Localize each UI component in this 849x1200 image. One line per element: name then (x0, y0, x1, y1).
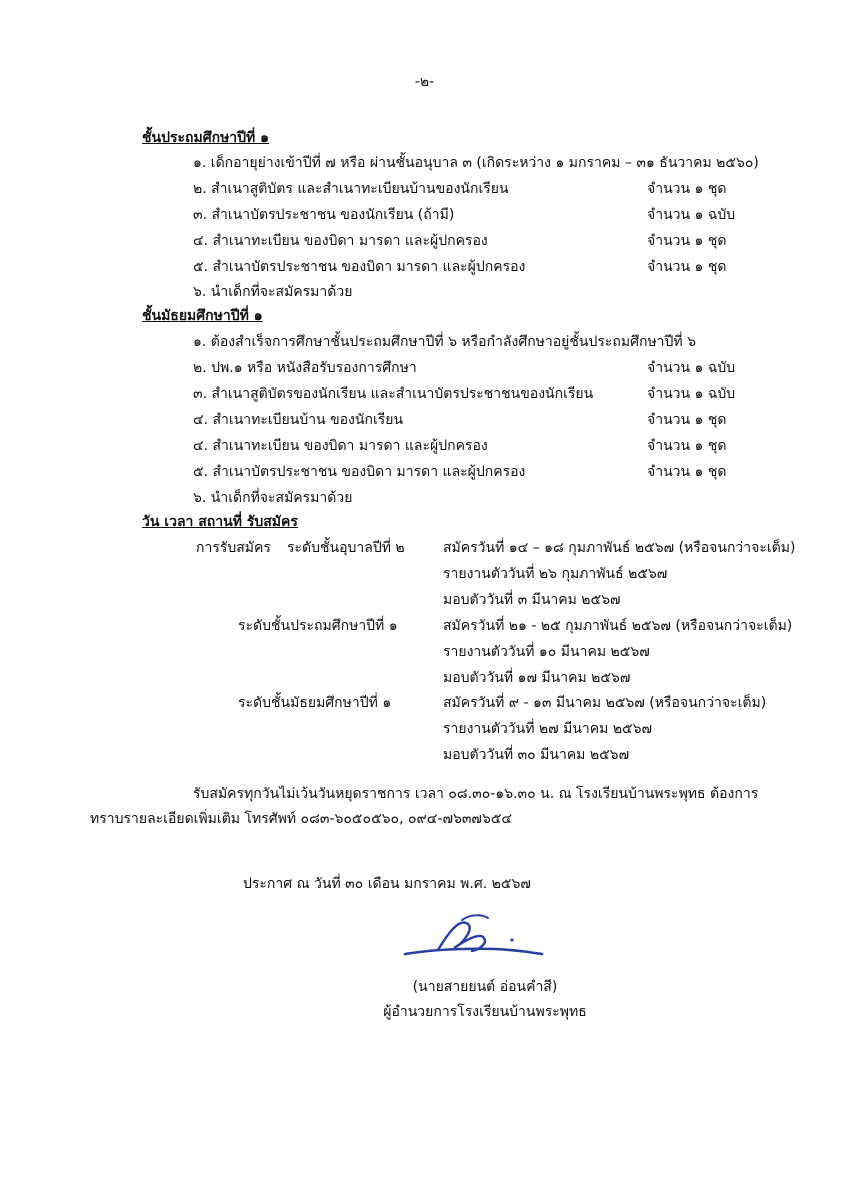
schedule-level-2-report: รายงานตัววันที่ ๑๐ มีนาคม ๒๕๖๗ (443, 644, 650, 660)
secondary-qty-5: จำนวน ๑ ชุด (647, 438, 727, 454)
secondary-qty-4: จำนวน ๑ ชุด (647, 412, 727, 428)
secondary-qty-2: จำนวน ๑ ฉบับ (647, 360, 736, 376)
secondary-item-6: ๕. สำเนาบัตรประชาชน ของบิดา มารดา และผู้ปกครอง (193, 464, 526, 480)
secondary-item-5: ๔. สำเนาทะเบียน ของบิดา มารดา และผู้ปกครอง (193, 438, 488, 454)
primary-item-5: ๕. สำเนาบัตรประชาชน ของบิดา มารดา และผู้ปกครอง (193, 259, 526, 275)
secondary-qty-3: จำนวน ๑ ฉบับ (647, 386, 736, 402)
schedule-level-1-label: ระดับชั้นอุบาลปีที่ ๒ (287, 540, 405, 556)
primary-item-4: ๔. สำเนาทะเบียน ของบิดา มารดา และผู้ปกครอง (193, 233, 488, 249)
schedule-heading: วัน เวลา สถานที่ รับสมัคร (142, 514, 298, 530)
schedule-level-3-enroll: มอบตัววันที่ ๓๐ มีนาคม ๒๕๖๗ (443, 747, 630, 763)
primary-item-2: ๒. สำเนาสูติบัตร และสำเนาทะเบียนบ้านของนักเรียน (193, 181, 509, 197)
schedule-level-3-apply: สมัครวันที่ ๙ - ๑๓ มีนาคม ๒๕๖๗ (หรือจนกว่าจะเต็ม) (443, 695, 767, 711)
schedule-intro-label: การรับสมัคร (196, 540, 271, 556)
secondary-heading: ชั้นมัธยมศึกษาปีที่ ๑ (142, 308, 263, 324)
secondary-item-4: ๔. สำเนาทะเบียนบ้าน ของนักเรียน (193, 412, 404, 428)
schedule-level-1-report: รายงานตัววันที่ ๒๖ กุมภาพันธ์ ๒๕๖๗ (443, 566, 668, 582)
signer-name: (นายสายยนต์ อ่อนคำสี) (412, 979, 558, 995)
schedule-level-3-label: ระดับชั้นมัธยมศึกษาปีที่ ๑ (238, 695, 392, 711)
notice-line-1: รับสมัครทุกวันไม่เว้นวันหยุดราชการ เวลา ๐๘.๓๐-๑๖.๓๐ น. ณ โรงเรียนบ้านพระพุทธ ต้องการ (193, 786, 759, 802)
page-number: -๒- (414, 74, 435, 90)
secondary-item-2: ๒. ปพ.๑ หรือ หนังสือรับรองการศึกษา (193, 360, 417, 376)
primary-item-3: ๓. สำเนาบัตรประชาชน ของนักเรียน (ถ้ามี) (193, 207, 455, 223)
notice-line-2: ทราบรายละเอียดเพิ่มเติม โทรศัพท์ ๐๘๓-๖๐๕๐๕๖๐, ๐๙๔-๗๖๓๗๖๕๔ (90, 811, 513, 827)
secondary-item-1: ๑. ต้องสำเร็จการศึกษาชั้นประถมศึกษาปีที่ ๖ หรือกำลังศึกษาอยู่ชั้นประถมศึกษาปีที่ ๖ (193, 334, 696, 350)
primary-qty-5: จำนวน ๑ ชุด (647, 259, 727, 275)
primary-qty-3: จำนวน ๑ ฉบับ (647, 207, 736, 223)
schedule-level-2-label: ระดับชั้นประถมศึกษาปีที่ ๑ (238, 618, 398, 634)
primary-item-6: ๖. นำเด็กที่จะสมัครมาด้วย (193, 284, 353, 300)
secondary-item-3: ๓. สำเนาสูติบัตรของนักเรียน และสำเนาบัตรประชาชนของนักเรียน (193, 386, 594, 402)
schedule-level-1-enroll: มอบตัววันที่ ๓ มีนาคม ๒๕๖๗ (443, 592, 621, 608)
schedule-level-2-enroll: มอบตัววันที่ ๑๗ มีนาคม ๒๕๖๗ (443, 670, 631, 686)
primary-qty-4: จำนวน ๑ ชุด (647, 233, 727, 249)
signature-image (400, 910, 550, 970)
secondary-qty-6: จำนวน ๑ ชุด (647, 464, 727, 480)
primary-heading: ชั้นประถมศึกษาปีที่ ๑ (142, 130, 270, 146)
announcement-date: ประกาศ ณ วันที่ ๓๐ เดือน มกราคม พ.ศ. ๒๕๖๗ (243, 876, 531, 892)
schedule-level-2-apply: สมัครวันที่ ๒๑ - ๒๕ กุมภาพันธ์ ๒๕๖๗ (หรือจนกว่าจะเต็ม) (443, 618, 793, 634)
secondary-item-7: ๖. นำเด็กที่จะสมัครมาด้วย (193, 490, 353, 506)
schedule-level-1-apply: สมัครวันที่ ๑๔ – ๑๘ กุมภาพันธ์ ๒๕๖๗ (หรือจนกว่าจะเต็ม) (443, 540, 796, 556)
primary-qty-2: จำนวน ๑ ชุด (647, 181, 727, 197)
primary-item-1: ๑. เด็กอายุย่างเข้าปีที่ ๗ หรือ ผ่านชั้นอนุบาล ๓ (เกิดระหว่าง ๑ มกราคม – ๓๑ ธันวาคม ๒๕๖๐) (193, 155, 759, 171)
schedule-level-3-report: รายงานตัววันที่ ๒๗ มีนาคม ๒๕๖๗ (443, 721, 653, 737)
signer-position: ผู้อำนวยการโรงเรียนบ้านพระพุทธ (383, 1004, 587, 1020)
